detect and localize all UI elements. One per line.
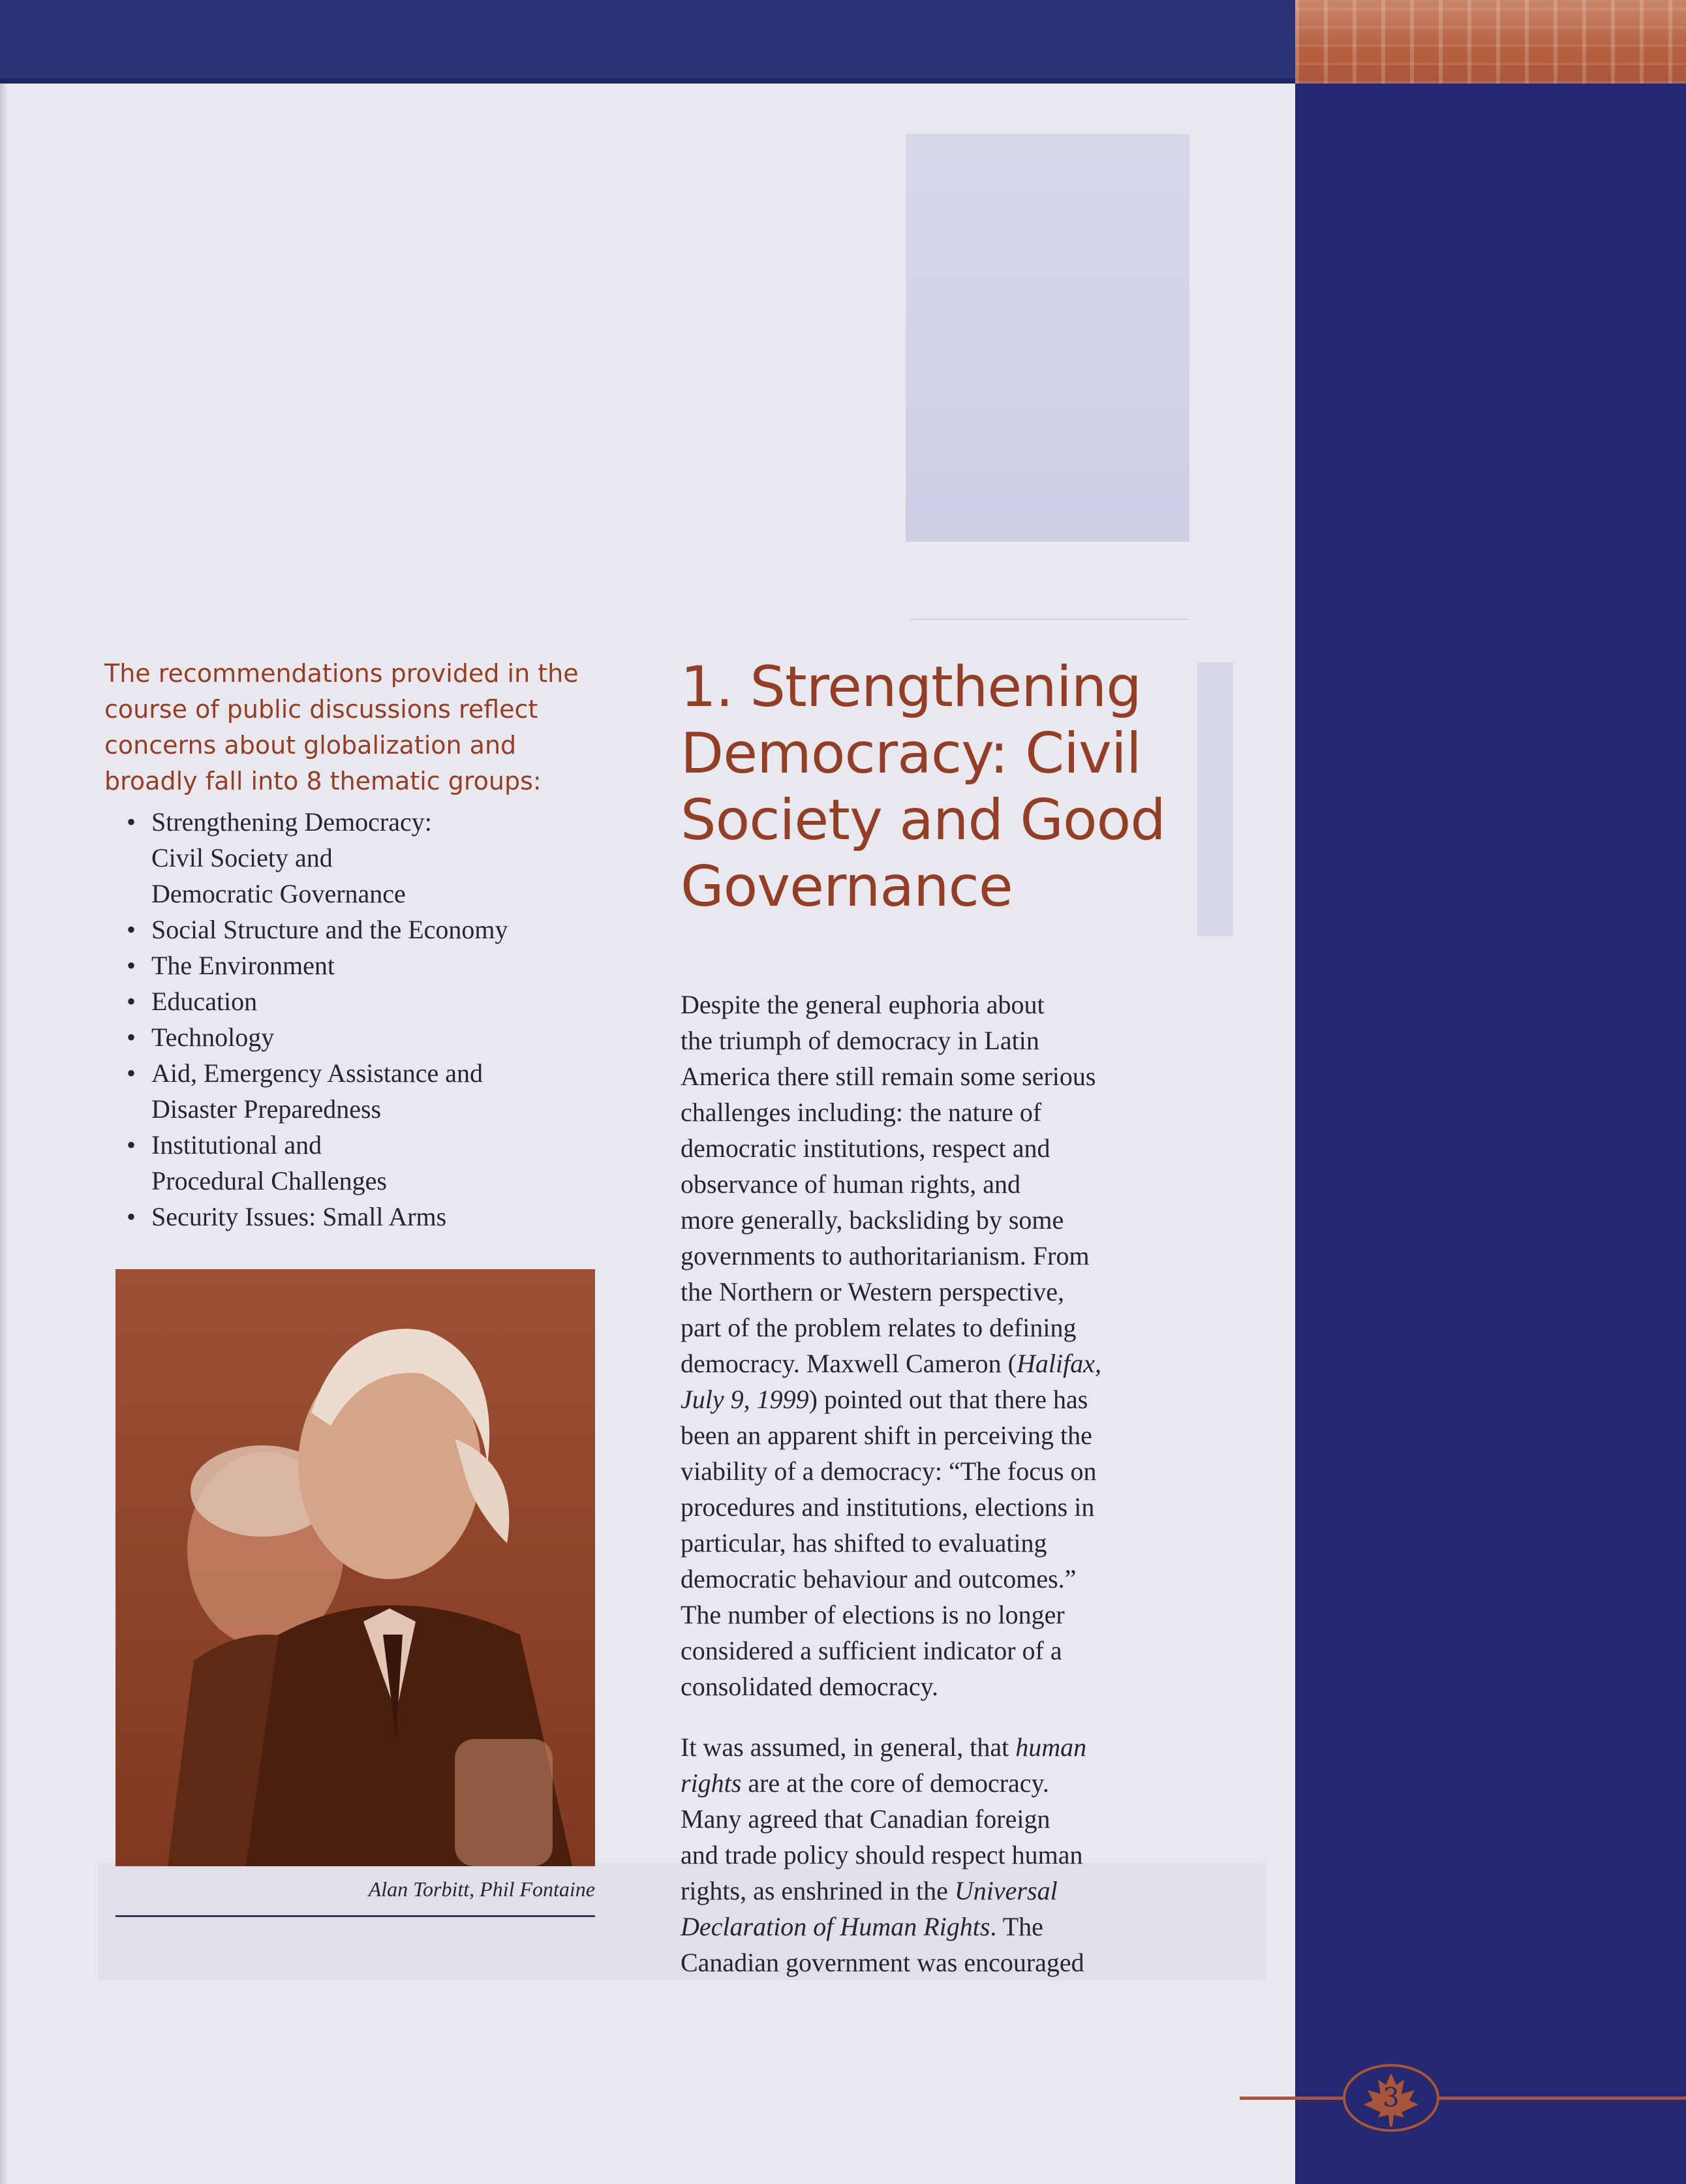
text-line: procedures and institutions, elections in (681, 1492, 1095, 1522)
text-line (681, 1909, 1255, 1945)
list-item-line: • Social Structure and the Economy (151, 915, 508, 944)
page-gutter-shadow (0, 84, 8, 2184)
text-run: It was assumed, in general, that (681, 1732, 1016, 1762)
list-item-line: Democratic Governance (151, 879, 406, 908)
thematic-groups-list (119, 804, 628, 1235)
text-line: Despite the general euphoria about (681, 990, 1045, 1019)
page-number-badge (1343, 2064, 1439, 2132)
text-line: more generally, backsliding by some (681, 1205, 1064, 1235)
portrait-photo (115, 1269, 595, 1866)
italic-title: Universal (954, 1876, 1058, 1905)
intro-paragraph: The recommendations provided in the course of public discussions reflect concerns about globalization and broadly fall into 8 thematic groups: (104, 659, 579, 795)
italic-term: rights (681, 1768, 742, 1798)
text-line: particular, has shifted to evaluating (681, 1528, 1047, 1558)
text-run: rights, as enshrined in the (681, 1876, 955, 1905)
list-item-line: Civil Society and (151, 843, 333, 872)
list-item-line: • Technology (151, 1023, 275, 1052)
list-item (119, 1199, 628, 1235)
list-item (119, 983, 628, 1019)
heading-line: 1. Strengthening (681, 654, 1141, 720)
text-line: observance of human rights, and (681, 1169, 1020, 1199)
text-line: challenges including: the nature of (681, 1098, 1042, 1127)
text-line (681, 1729, 1255, 1765)
list-item (119, 1055, 628, 1127)
text-line: The number of elections is no longer (681, 1600, 1065, 1629)
text-run: democracy. Maxwell Cameron ( (681, 1349, 1017, 1378)
text-line: the Northern or Western perspective, (681, 1277, 1065, 1306)
text-run: are at the core of democracy. (741, 1768, 1049, 1798)
text-line: governments to authoritarianism. From (681, 1241, 1090, 1270)
italic-citation: Halifax, (1016, 1349, 1101, 1378)
list-item (119, 804, 628, 912)
photo-caption: Alan Torbitt, Phil Fontaine (368, 1877, 595, 1901)
heading-line: Society and Good (681, 788, 1165, 853)
text-line: and trade policy should respect human (681, 1840, 1083, 1869)
text-line: part of the problem relates to defining (681, 1313, 1077, 1342)
italic-title: Declaration of Human Rights (681, 1912, 990, 1941)
right-navy-panel (1295, 84, 1686, 2184)
list-item-line: • Institutional and (151, 1130, 322, 1160)
heading-line: Democracy: Civil (681, 721, 1141, 786)
list-item (119, 1127, 628, 1199)
corner-building-photo (1295, 0, 1686, 84)
text-line (681, 1873, 1255, 1909)
page-number: 3 (1383, 2083, 1400, 2113)
text-line: democratic institutions, respect and (681, 1133, 1050, 1163)
body-paragraph-2 (681, 1729, 1255, 1980)
list-item-line: Procedural Challenges (151, 1166, 387, 1195)
text-line: considered a sufficient indicator of a (681, 1636, 1062, 1665)
list-item-line: • Security Issues: Small Arms (151, 1202, 447, 1231)
italic-citation: July 9, 1999 (681, 1385, 809, 1414)
caption-divider (115, 1915, 595, 1917)
text-line: Canadian government was encouraged (681, 1948, 1084, 1977)
list-item-line: • Education (151, 987, 258, 1016)
list-item (119, 912, 628, 947)
text-line (681, 1381, 1255, 1417)
bleed-through-rule (910, 619, 1189, 620)
section-heading (681, 654, 1268, 920)
text-line: been an apparent shift in perceiving the (681, 1421, 1092, 1450)
text-run: . The (990, 1912, 1043, 1941)
list-item (119, 947, 628, 983)
heading-line: Governance (681, 854, 1013, 919)
text-line (681, 1765, 1255, 1801)
list-item-line: • Strengthening Democracy: (151, 807, 432, 837)
list-item-line: • Aid, Emergency Assistance and (151, 1058, 483, 1088)
list-item-line: Disaster Preparedness (151, 1094, 382, 1124)
text-line: viability of a democracy: “The focus on (681, 1456, 1097, 1486)
text-line: consolidated democracy. (681, 1672, 939, 1701)
text-line: democratic behaviour and outcomes.” (681, 1564, 1077, 1593)
footer-rule (1240, 2097, 1686, 2100)
bleed-through-photo (906, 134, 1189, 542)
text-line: America there still remain some serious (681, 1062, 1096, 1091)
list-item-line: • The Environment (151, 951, 335, 980)
body-paragraph-1 (681, 987, 1255, 1704)
italic-term: human (1015, 1732, 1087, 1762)
list-item (119, 1019, 628, 1055)
text-run: ) pointed out that there has (808, 1385, 1088, 1414)
top-banner (0, 0, 1295, 84)
text-line: Many agreed that Canadian foreign (681, 1804, 1050, 1834)
text-line (681, 1346, 1255, 1381)
portrait-illustration (115, 1269, 595, 1866)
text-line: the triumph of democracy in Latin (681, 1026, 1039, 1055)
